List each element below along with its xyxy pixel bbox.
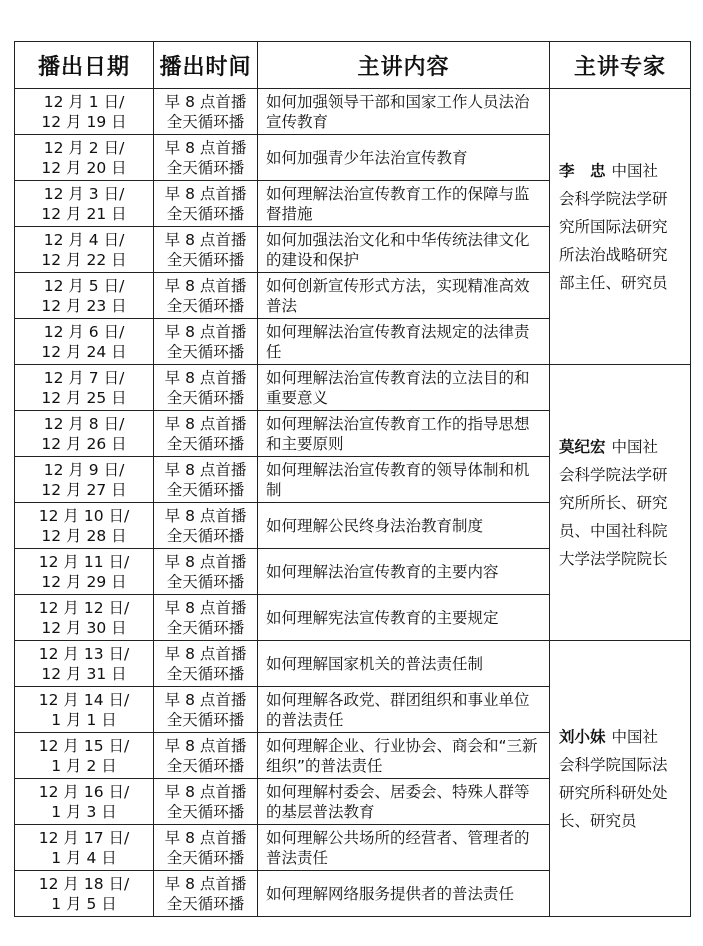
broadcast-date-cell <box>15 779 154 825</box>
broadcast-date: 12 月 3 日/ <box>43 184 125 203</box>
broadcast-date: 12 月 9 日/ <box>43 460 125 479</box>
broadcast-date-cell <box>15 411 154 457</box>
header-lecture-content: 主讲内容 <box>258 42 550 89</box>
broadcast-date-cell <box>15 549 154 595</box>
lecturer-title: 会科学院国际法 <box>559 755 668 774</box>
lecturer-title: 大学法学院院长 <box>559 549 668 568</box>
lecturer-title: 究所国际法研究 <box>559 217 668 236</box>
broadcast-date: 12 月 7 日/ <box>43 368 125 387</box>
broadcast-date-cell <box>15 135 154 181</box>
lecturer-title: 中国社 <box>611 161 659 180</box>
broadcast-time: 全天循环播 <box>166 526 245 545</box>
broadcast-time-cell <box>154 365 258 411</box>
broadcast-time: 早 8 点首播 <box>164 138 247 157</box>
lecturer-first-line <box>559 157 682 185</box>
broadcast-date: 12 月 2 日/ <box>43 138 125 157</box>
lecture-topic: 如何理解村委会、居委会、特殊人群等的基层普法教育 <box>258 779 550 825</box>
broadcast-date: 12 月 8 日/ <box>43 414 125 433</box>
broadcast-time: 早 8 点首播 <box>164 230 247 249</box>
broadcast-date: 12 月 17 日/ <box>38 828 130 847</box>
lecturer-name: 莫纪宏 <box>559 437 606 456</box>
broadcast-time-cell <box>154 503 258 549</box>
broadcast-date: 12 月 26 日 <box>41 434 127 453</box>
broadcast-date: 1 月 5 日 <box>51 894 117 913</box>
broadcast-date: 12 月 11 日/ <box>38 552 130 571</box>
lecturer-title: 员、中国社科院 <box>559 521 668 540</box>
broadcast-date: 12 月 27 日 <box>41 480 127 499</box>
lecture-topic: 如何理解公共场所的经营者、管理者的普法责任 <box>258 825 550 871</box>
lecturer-name: 李 忠 <box>559 161 606 180</box>
lecturer-title: 中国社 <box>611 727 659 746</box>
broadcast-time-cell <box>154 871 258 917</box>
broadcast-date-cell <box>15 227 154 273</box>
broadcast-date: 12 月 14 日/ <box>38 690 130 709</box>
broadcast-date: 12 月 21 日 <box>41 204 127 223</box>
broadcast-time-cell <box>154 227 258 273</box>
broadcast-time-cell <box>154 595 258 641</box>
lecturer-first-line <box>559 723 682 751</box>
broadcast-date-cell <box>15 733 154 779</box>
broadcast-time-cell <box>154 641 258 687</box>
lecture-topic: 如何理解法治宣传教育的主要内容 <box>258 549 550 595</box>
lecture-topic: 如何理解企业、行业协会、商会和“三新组织”的普法责任 <box>258 733 550 779</box>
broadcast-time: 早 8 点首播 <box>164 460 247 479</box>
broadcast-time: 全天循环播 <box>166 434 245 453</box>
broadcast-date: 12 月 1 日/ <box>43 92 125 111</box>
broadcast-date-cell <box>15 641 154 687</box>
broadcast-time-cell <box>154 319 258 365</box>
broadcast-date: 12 月 10 日/ <box>38 506 130 525</box>
table-row <box>15 641 691 687</box>
broadcast-time-cell <box>154 89 258 135</box>
broadcast-date-cell <box>15 273 154 319</box>
broadcast-date-cell <box>15 181 154 227</box>
table-row <box>15 365 691 411</box>
broadcast-date: 12 月 19 日 <box>41 112 127 131</box>
header-broadcast-time: 播出时间 <box>154 42 258 89</box>
broadcast-time: 全天循环播 <box>166 296 245 315</box>
broadcast-time-cell <box>154 779 258 825</box>
broadcast-date: 12 月 20 日 <box>41 158 127 177</box>
broadcast-date: 12 月 24 日 <box>41 342 127 361</box>
lecture-topic: 如何理解宪法宣传教育的主要规定 <box>258 595 550 641</box>
broadcast-time-cell <box>154 825 258 871</box>
broadcast-time: 早 8 点首播 <box>164 828 247 847</box>
broadcast-time: 早 8 点首播 <box>164 506 247 525</box>
lecture-topic: 如何创新宣传形式方法，实现精准高效普法 <box>258 273 550 319</box>
broadcast-time: 早 8 点首播 <box>164 690 247 709</box>
lecturer-title: 中国社 <box>611 437 659 456</box>
lecturer-name: 刘小妹 <box>559 727 606 746</box>
broadcast-time: 早 8 点首播 <box>164 598 247 617</box>
broadcast-date: 12 月 29 日 <box>41 572 127 591</box>
broadcast-time: 全天循环播 <box>166 756 245 775</box>
broadcast-date-cell <box>15 871 154 917</box>
broadcast-date: 12 月 5 日/ <box>43 276 125 295</box>
broadcast-date: 12 月 23 日 <box>41 296 127 315</box>
broadcast-time: 早 8 点首播 <box>164 414 247 433</box>
broadcast-date: 12 月 13 日/ <box>38 644 130 663</box>
broadcast-date: 12 月 30 日 <box>41 618 127 637</box>
broadcast-date: 12 月 22 日 <box>41 250 127 269</box>
broadcast-time: 全天循环播 <box>166 342 245 361</box>
broadcast-date-cell <box>15 365 154 411</box>
broadcast-time: 全天循环播 <box>166 894 245 913</box>
lecture-topic: 如何加强法治文化和中华传统法律文化的建设和保护 <box>258 227 550 273</box>
lecture-topic: 如何理解法治宣传教育工作的指导思想和主要原则 <box>258 411 550 457</box>
lecturer-title: 所法治战略研究 <box>559 245 668 264</box>
broadcast-date-cell <box>15 89 154 135</box>
lecturer-first-line <box>559 433 682 461</box>
lecture-topic: 如何加强青少年法治宣传教育 <box>258 135 550 181</box>
broadcast-time-cell <box>154 549 258 595</box>
lecture-topic: 如何理解公民终身法治教育制度 <box>258 503 550 549</box>
broadcast-time: 全天循环播 <box>166 664 245 683</box>
broadcast-time: 早 8 点首播 <box>164 276 247 295</box>
broadcast-time: 早 8 点首播 <box>164 782 247 801</box>
broadcast-time: 全天循环播 <box>166 618 245 637</box>
broadcast-time: 全天循环播 <box>166 250 245 269</box>
broadcast-date: 12 月 18 日/ <box>38 874 130 893</box>
broadcast-time: 早 8 点首播 <box>164 184 247 203</box>
broadcast-time: 全天循环播 <box>166 112 245 131</box>
broadcast-time-cell <box>154 273 258 319</box>
broadcast-time: 早 8 点首播 <box>164 368 247 387</box>
header-lecturer: 主讲专家 <box>550 42 691 89</box>
broadcast-date: 12 月 15 日/ <box>38 736 130 755</box>
broadcast-schedule-table <box>14 41 691 917</box>
broadcast-date: 12 月 28 日 <box>41 526 127 545</box>
broadcast-time: 早 8 点首播 <box>164 874 247 893</box>
lecturer-title: 部主任、研究员 <box>559 273 668 292</box>
broadcast-time: 早 8 点首播 <box>164 736 247 755</box>
lecturer-title: 研究所科研处处 <box>559 783 668 802</box>
lecture-topic: 如何理解法治宣传教育的领导体制和机制 <box>258 457 550 503</box>
broadcast-time-cell <box>154 687 258 733</box>
broadcast-time-cell <box>154 411 258 457</box>
broadcast-time: 全天循环播 <box>166 802 245 821</box>
lecture-topic: 如何理解国家机关的普法责任制 <box>258 641 550 687</box>
lecturer-cell <box>550 365 691 641</box>
lecturer-title: 究所所长、研究 <box>559 493 668 512</box>
broadcast-date-cell <box>15 687 154 733</box>
broadcast-time-cell <box>154 181 258 227</box>
broadcast-time: 早 8 点首播 <box>164 322 247 341</box>
broadcast-date: 1 月 4 日 <box>51 848 117 867</box>
broadcast-date: 12 月 6 日/ <box>43 322 125 341</box>
lecturer-title: 会科学院法学研 <box>559 465 668 484</box>
lecture-topic: 如何理解法治宣传教育法规定的法律责任 <box>258 319 550 365</box>
broadcast-time: 全天循环播 <box>166 158 245 177</box>
header-row <box>15 42 691 89</box>
broadcast-date: 12 月 31 日 <box>41 664 127 683</box>
lecturer-cell <box>550 641 691 917</box>
lecture-topic: 如何理解各政党、群团组织和事业单位的普法责任 <box>258 687 550 733</box>
lecture-topic: 如何理解法治宣传教育法的立法目的和重要意义 <box>258 365 550 411</box>
broadcast-time: 早 8 点首播 <box>164 644 247 663</box>
broadcast-time: 早 8 点首播 <box>164 92 247 111</box>
broadcast-time: 全天循环播 <box>166 572 245 591</box>
broadcast-date-cell <box>15 595 154 641</box>
broadcast-time-cell <box>154 733 258 779</box>
broadcast-time: 早 8 点首播 <box>164 552 247 571</box>
broadcast-date: 1 月 2 日 <box>51 756 117 775</box>
broadcast-date: 1 月 3 日 <box>51 802 117 821</box>
broadcast-time: 全天循环播 <box>166 388 245 407</box>
lecturer-title: 会科学院法学研 <box>559 189 668 208</box>
broadcast-date: 12 月 16 日/ <box>38 782 130 801</box>
lecturer-title: 长、研究员 <box>559 811 637 830</box>
broadcast-date-cell <box>15 319 154 365</box>
broadcast-date: 12 月 25 日 <box>41 388 127 407</box>
broadcast-time: 全天循环播 <box>166 848 245 867</box>
broadcast-date: 12 月 12 日/ <box>38 598 130 617</box>
broadcast-time-cell <box>154 457 258 503</box>
lecture-topic: 如何理解法治宣传教育工作的保障与监督措施 <box>258 181 550 227</box>
schedule-body <box>15 89 691 917</box>
lecture-topic: 如何加强领导干部和国家工作人员法治宣传教育 <box>258 89 550 135</box>
broadcast-time: 全天循环播 <box>166 204 245 223</box>
broadcast-date-cell <box>15 457 154 503</box>
table-row <box>15 89 691 135</box>
broadcast-date: 1 月 1 日 <box>51 710 117 729</box>
lecturer-cell <box>550 89 691 365</box>
lecture-topic: 如何理解网络服务提供者的普法责任 <box>258 871 550 917</box>
broadcast-time: 全天循环播 <box>166 710 245 729</box>
header-broadcast-date: 播出日期 <box>15 42 154 89</box>
broadcast-date: 12 月 4 日/ <box>43 230 125 249</box>
broadcast-time-cell <box>154 135 258 181</box>
broadcast-date-cell <box>15 825 154 871</box>
broadcast-time: 全天循环播 <box>166 480 245 499</box>
broadcast-date-cell <box>15 503 154 549</box>
